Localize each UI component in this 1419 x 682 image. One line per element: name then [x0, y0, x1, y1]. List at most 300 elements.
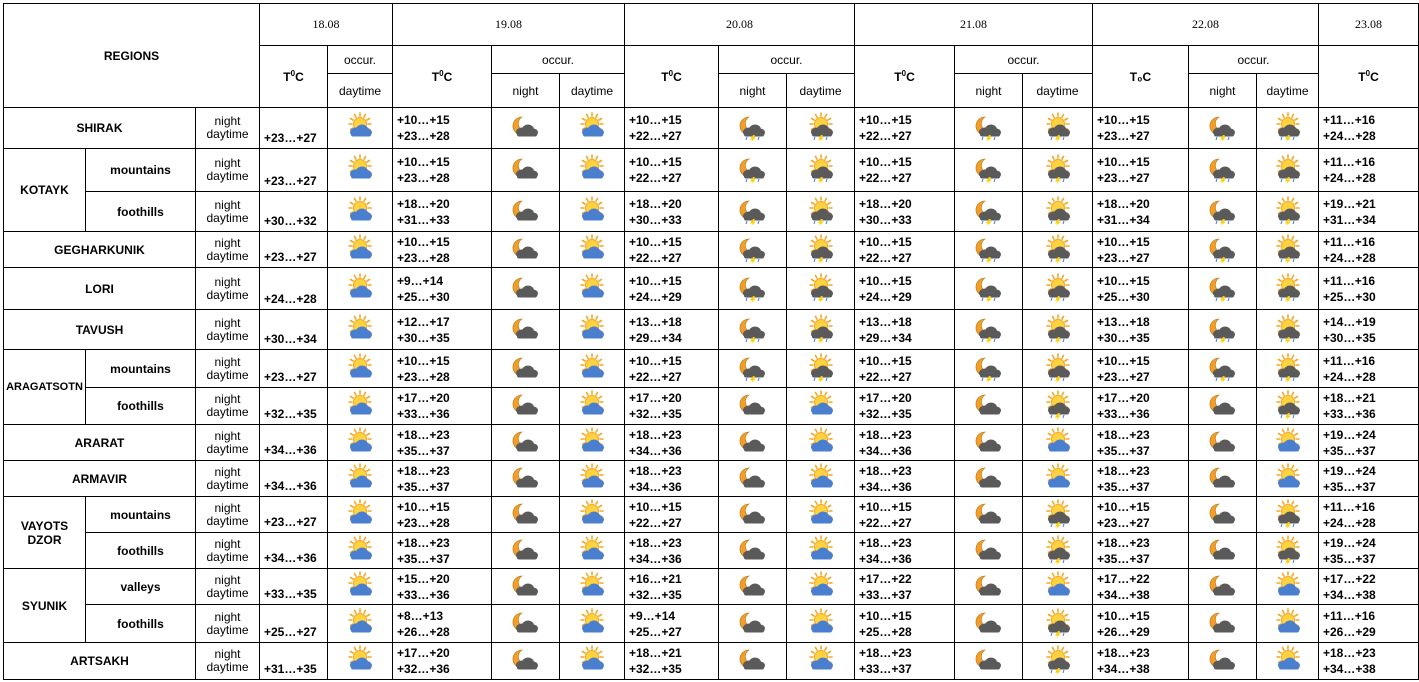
day-temp: +30…+33 — [859, 212, 912, 227]
temp-cell — [393, 569, 492, 605]
sun-storm-icon — [787, 156, 854, 184]
temp-cell — [1319, 533, 1419, 569]
temp-cell — [625, 149, 719, 192]
weather-icon-cell — [1023, 605, 1093, 643]
day-temp: +22…+27 — [859, 250, 912, 265]
sun-cloud-icon — [787, 647, 854, 675]
temp-cell — [1093, 310, 1189, 350]
weather-icon-cell — [1189, 192, 1257, 232]
weather-icon-cell — [492, 192, 560, 232]
temp-cell — [1093, 232, 1189, 268]
day-temp: +34…+38 — [1323, 587, 1376, 602]
weather-icon-cell — [328, 533, 393, 569]
day-temp: +35…+37 — [1323, 443, 1376, 458]
temp-cell — [393, 388, 492, 425]
night-temp: +13…+18 — [1097, 314, 1150, 329]
night-temp: +10…+15 — [629, 273, 682, 288]
weather-icon-cell — [492, 497, 560, 533]
weather-icon-cell — [955, 605, 1023, 643]
temp-cell — [393, 605, 492, 643]
temp-cell — [1093, 149, 1189, 192]
day-temp: +24…+28 — [1323, 129, 1376, 143]
night-daytime-label: night daytime — [196, 149, 260, 192]
weather-icon-cell — [1257, 425, 1319, 461]
temp-cell — [855, 268, 955, 310]
night-temp: +19…+21 — [1323, 196, 1376, 211]
day-temp: +33…+36 — [1097, 407, 1150, 421]
region-name: ARTSAKH — [4, 643, 196, 680]
weather-icon-cell — [1189, 533, 1257, 569]
weather-icon-cell — [560, 569, 625, 605]
temp-cell — [393, 533, 492, 569]
table-row — [4, 605, 1419, 643]
region-name: LORI — [4, 268, 196, 310]
weather-icon-cell — [492, 268, 560, 310]
weather-icon-cell — [328, 569, 393, 605]
weather-icon-cell — [1257, 388, 1319, 425]
weather-icon-cell — [328, 388, 393, 425]
weather-icon-cell — [1257, 268, 1319, 310]
night-daytime-label: night daytime — [196, 533, 260, 569]
moon-cloud-icon — [955, 465, 1022, 493]
moon-cloud-icon — [492, 156, 559, 184]
sun-cloud-icon — [328, 501, 392, 529]
night-temp: +11…+16 — [1323, 113, 1376, 127]
weather-icon-cell — [955, 310, 1023, 350]
weather-icon-cell — [328, 310, 393, 350]
temp-cell — [855, 461, 955, 497]
temp-cell — [1093, 192, 1189, 232]
region-name: TAVUSH — [4, 310, 196, 350]
temp-cell — [1093, 605, 1189, 643]
weather-icon-cell — [955, 108, 1023, 149]
weather-icon-cell — [492, 350, 560, 388]
weather-icon-cell — [560, 461, 625, 497]
night-temp: +10…+15 — [859, 273, 912, 288]
night-temp: +18…+23 — [397, 535, 450, 550]
sun-cloud-icon — [787, 465, 854, 493]
day-temp: +26…+28 — [397, 624, 450, 639]
moon-cloud-icon — [492, 275, 559, 303]
subregion-name: foothills — [86, 388, 196, 425]
temp-cell: +23…+27 — [260, 350, 328, 388]
weather-icon-cell — [955, 533, 1023, 569]
moon-cloud-icon — [1189, 537, 1256, 565]
weather-icon-cell — [1257, 108, 1319, 149]
weather-icon-cell — [719, 425, 787, 461]
moon-storm-icon — [955, 114, 1022, 142]
sun-cloud-icon — [560, 156, 624, 184]
sun-cloud-icon — [328, 316, 392, 344]
temp-cell: +34…+36 — [260, 461, 328, 497]
moon-storm-icon — [1189, 114, 1256, 142]
region-name: KOTAYK — [4, 149, 86, 232]
day-temp: +35…+37 — [397, 551, 450, 566]
weather-icon-cell — [492, 461, 560, 497]
night-temp: +15…+20 — [397, 571, 450, 586]
weather-icon-cell — [1257, 569, 1319, 605]
sun-storm-icon — [1023, 236, 1092, 264]
day-temp: +34…+36 — [629, 479, 682, 494]
occur-header: occur. — [955, 46, 1093, 74]
weather-icon-cell — [787, 533, 855, 569]
sun-cloud-icon — [560, 198, 624, 226]
weather-forecast-table — [3, 3, 1419, 680]
temp-cell — [1319, 232, 1419, 268]
subregion-name: foothills — [86, 533, 196, 569]
moon-storm-icon — [955, 355, 1022, 383]
temp-cell — [1319, 425, 1419, 461]
moon-cloud-icon — [492, 429, 559, 457]
daytime-header: daytime — [1257, 74, 1319, 108]
moon-cloud-icon — [955, 392, 1022, 420]
temp-cell: +30…+32 — [260, 192, 328, 232]
weather-icon-cell — [560, 605, 625, 643]
day-temp: +25…+27 — [629, 624, 682, 639]
region-name: SHIRAK — [4, 108, 196, 149]
weather-icon-cell — [719, 149, 787, 192]
moon-storm-icon — [955, 316, 1022, 344]
temp-cell — [625, 425, 719, 461]
day-temp: +29…+34 — [629, 330, 682, 345]
night-temp: +10…+15 — [1097, 273, 1150, 288]
night-header: night — [492, 74, 560, 108]
day-temp: +34…+36 — [859, 479, 912, 494]
night-temp: +10…+15 — [629, 499, 682, 514]
date-header: 23.08 — [1319, 4, 1419, 46]
weather-icon-cell — [1257, 605, 1319, 643]
weather-icon-cell — [787, 350, 855, 388]
night-temp: +18…+21 — [629, 646, 682, 660]
night-temp: +18…+23 — [397, 427, 450, 442]
night-temp: +18…+23 — [1097, 427, 1150, 442]
temp-cell — [1093, 569, 1189, 605]
moon-storm-icon — [955, 275, 1022, 303]
day-temp: +24…+28 — [1323, 250, 1376, 265]
weather-icon-cell — [328, 149, 393, 192]
night-header: night — [1189, 74, 1257, 108]
weather-icon-cell — [1023, 268, 1093, 310]
night-temp: +10…+15 — [629, 113, 682, 127]
temp-cell — [625, 310, 719, 350]
weather-icon-cell — [1023, 310, 1093, 350]
day-temp: +30…+35 — [1323, 330, 1376, 345]
moon-cloud-icon — [1189, 465, 1256, 493]
weather-icon-cell — [955, 388, 1023, 425]
sun-cloud-icon — [560, 647, 624, 675]
weather-icon-cell — [492, 232, 560, 268]
moon-cloud-icon — [955, 610, 1022, 638]
day-temp: +22…+27 — [629, 369, 682, 384]
night-temp: +10…+15 — [859, 113, 912, 127]
temp-cell — [1319, 605, 1419, 643]
region-name: ARARAT — [4, 425, 196, 461]
night-temp: +19…+24 — [1323, 535, 1376, 550]
region-name: ARAGATSOTN — [4, 350, 86, 425]
table-row — [4, 569, 1419, 605]
sun-storm-icon — [1257, 275, 1318, 303]
night-temp: +18…+20 — [1097, 196, 1150, 211]
moon-cloud-icon — [719, 465, 786, 493]
table-row — [4, 388, 1419, 425]
day-temp: +22…+27 — [859, 171, 912, 185]
day-temp: +26…+29 — [1323, 624, 1376, 639]
day-temp: +25…+28 — [859, 624, 912, 639]
night-temp: +18…+20 — [629, 196, 682, 211]
temp-cell: +32…+35 — [260, 388, 328, 425]
night-temp: +19…+24 — [1323, 427, 1376, 442]
temp-cell: +30…+34 — [260, 310, 328, 350]
temp-header: $T^0C$ — [625, 46, 719, 108]
temp-cell — [393, 461, 492, 497]
temp-cell — [1093, 497, 1189, 533]
night-temp: +9…+14 — [397, 273, 444, 288]
night-temp: +17…+20 — [397, 646, 450, 660]
table-row — [4, 425, 1419, 461]
weather-icon-cell — [492, 388, 560, 425]
weather-icon-cell — [955, 461, 1023, 497]
subregion-name: valleys — [86, 569, 196, 605]
moon-storm-icon — [719, 316, 786, 344]
weather-icon-cell — [955, 425, 1023, 461]
night-temp: +13…+18 — [629, 314, 682, 329]
night-temp: +10…+15 — [859, 155, 912, 169]
occur-header: occur. — [1189, 46, 1319, 74]
weather-icon-cell — [560, 268, 625, 310]
temp-cell — [1093, 533, 1189, 569]
temp-cell: +23…+27 — [260, 232, 328, 268]
night-temp: +17…+20 — [859, 391, 912, 405]
sun-cloud-icon — [560, 316, 624, 344]
weather-icon-cell — [328, 461, 393, 497]
moon-cloud-icon — [492, 610, 559, 638]
temp-cell — [1319, 310, 1419, 350]
daytime-header: daytime — [787, 74, 855, 108]
day-temp: +34…+38 — [1097, 587, 1150, 602]
weather-icon-cell — [955, 569, 1023, 605]
sun-storm-icon — [1257, 236, 1318, 264]
moon-cloud-icon — [492, 573, 559, 601]
temp-cell — [1093, 425, 1189, 461]
night-temp: +10…+15 — [1097, 499, 1150, 514]
weather-icon-cell — [1023, 569, 1093, 605]
day-temp: +33…+36 — [397, 407, 450, 421]
weather-icon-cell — [1023, 388, 1093, 425]
day-temp: +31…+34 — [1097, 212, 1150, 227]
weather-icon-cell — [787, 268, 855, 310]
night-temp: +13…+18 — [859, 314, 912, 329]
moon-storm-icon — [1189, 355, 1256, 383]
night-temp: +18…+23 — [1097, 463, 1150, 478]
day-temp: +23…+28 — [397, 171, 450, 185]
day-temp: +23…+28 — [397, 369, 450, 384]
weather-icon-cell — [1023, 149, 1093, 192]
sun-storm-icon — [1023, 355, 1092, 383]
day-temp: +34…+38 — [1097, 662, 1150, 676]
temp-cell: +25…+27 — [260, 605, 328, 643]
moon-storm-icon — [1189, 275, 1256, 303]
subregion-name: mountains — [86, 497, 196, 533]
moon-cloud-icon — [719, 501, 786, 529]
sun-cloud-icon — [328, 355, 392, 383]
night-temp: +18…+23 — [629, 463, 682, 478]
table-row — [4, 497, 1419, 533]
sun-cloud-icon — [1023, 573, 1092, 601]
day-temp: +35…+37 — [1097, 551, 1150, 566]
weather-icon-cell — [1189, 425, 1257, 461]
moon-storm-icon — [1189, 236, 1256, 264]
subregion-name: mountains — [86, 149, 196, 192]
night-temp: +18…+23 — [629, 535, 682, 550]
temp-cell — [1319, 192, 1419, 232]
weather-icon-cell — [719, 268, 787, 310]
weather-icon-cell — [1257, 461, 1319, 497]
table-row — [4, 350, 1419, 388]
night-temp: +11…+16 — [1323, 499, 1376, 514]
date-header: 22.08 — [1093, 4, 1319, 46]
temp-cell — [393, 192, 492, 232]
night-temp: +10…+15 — [397, 155, 450, 169]
sun-storm-icon — [1257, 198, 1318, 226]
weather-icon-cell — [560, 232, 625, 268]
day-temp: +34…+38 — [1323, 662, 1376, 676]
night-daytime-label: night daytime — [196, 425, 260, 461]
temp-cell — [855, 569, 955, 605]
weather-icon-cell — [787, 497, 855, 533]
sun-storm-icon — [1023, 610, 1092, 638]
night-temp: +12…+17 — [397, 314, 450, 329]
weather-icon-cell — [1023, 232, 1093, 268]
night-temp: +10…+15 — [859, 608, 912, 623]
temp-cell — [1093, 461, 1189, 497]
temp-header: $T^0C$ — [855, 46, 955, 108]
sun-cloud-icon — [787, 610, 854, 638]
weather-icon-cell — [787, 461, 855, 497]
weather-icon-cell — [955, 497, 1023, 533]
night-temp: +16…+21 — [629, 571, 682, 586]
night-daytime-label: night daytime — [196, 310, 260, 350]
night-header: night — [955, 74, 1023, 108]
day-temp: +32…+36 — [397, 662, 450, 676]
moon-cloud-icon — [1189, 647, 1256, 675]
weather-icon-cell — [1189, 569, 1257, 605]
weather-icon-cell — [955, 149, 1023, 192]
weather-icon-cell — [1189, 350, 1257, 388]
temp-cell — [393, 643, 492, 680]
night-header: night — [719, 74, 787, 108]
temp-cell — [855, 108, 955, 149]
day-temp: +35…+37 — [1323, 551, 1376, 566]
weather-icon-cell — [492, 310, 560, 350]
moon-cloud-icon — [719, 392, 786, 420]
night-daytime-label: night daytime — [196, 497, 260, 533]
day-temp: +30…+35 — [1097, 330, 1150, 345]
daytime-header: daytime — [560, 74, 625, 108]
sun-cloud-icon — [560, 236, 624, 264]
weather-icon-cell — [560, 497, 625, 533]
weather-icon-cell — [787, 108, 855, 149]
day-temp: +22…+27 — [629, 129, 682, 143]
night-temp: +11…+16 — [1323, 155, 1376, 169]
day-temp: +31…+34 — [1323, 212, 1376, 227]
weather-icon-cell — [328, 268, 393, 310]
temp-cell — [1319, 108, 1419, 149]
night-temp: +17…+22 — [859, 571, 912, 586]
sun-storm-icon — [1257, 156, 1318, 184]
temp-cell — [1093, 108, 1189, 149]
moon-cloud-icon — [1189, 429, 1256, 457]
moon-cloud-icon — [955, 537, 1022, 565]
temp-cell — [1319, 388, 1419, 425]
temp-cell — [1093, 643, 1189, 680]
night-temp: +10…+15 — [397, 234, 450, 249]
moon-cloud-icon — [1189, 573, 1256, 601]
sun-storm-icon — [787, 236, 854, 264]
table-row — [4, 192, 1419, 232]
temp-cell — [855, 350, 955, 388]
weather-icon-cell — [328, 643, 393, 680]
weather-icon-cell — [328, 232, 393, 268]
region-name: VAYOTS DZOR — [4, 497, 86, 569]
day-temp: +24…+28 — [1323, 369, 1376, 384]
sun-storm-icon — [1023, 156, 1092, 184]
sun-cloud-icon — [560, 114, 624, 142]
sun-storm-icon — [1023, 501, 1092, 529]
table-row — [4, 149, 1419, 192]
day-temp: +23…+28 — [397, 129, 450, 143]
temp-cell — [855, 310, 955, 350]
day-temp: +22…+27 — [629, 515, 682, 530]
temp-cell — [393, 497, 492, 533]
temp-cell — [393, 350, 492, 388]
moon-cloud-icon — [492, 236, 559, 264]
weather-icon-cell — [1257, 192, 1319, 232]
temp-cell — [1319, 149, 1419, 192]
sun-cloud-icon — [560, 429, 624, 457]
night-daytime-label: night daytime — [196, 268, 260, 310]
day-temp: +35…+37 — [1097, 443, 1150, 458]
night-temp: +11…+16 — [1323, 608, 1376, 623]
day-temp: +24…+28 — [1323, 171, 1376, 185]
sun-storm-icon — [787, 114, 854, 142]
sun-cloud-icon — [560, 537, 624, 565]
night-daytime-label: night daytime — [196, 605, 260, 643]
day-temp: +22…+27 — [859, 515, 912, 530]
day-temp: +34…+36 — [629, 551, 682, 566]
weather-icon-cell — [1257, 149, 1319, 192]
night-temp: +10…+15 — [859, 353, 912, 368]
night-temp: +11…+16 — [1323, 353, 1376, 368]
weather-icon-cell — [492, 425, 560, 461]
night-daytime-label: night daytime — [196, 569, 260, 605]
sun-cloud-icon — [560, 501, 624, 529]
moon-cloud-icon — [1189, 501, 1256, 529]
table-row — [4, 268, 1419, 310]
moon-storm-icon — [719, 275, 786, 303]
sun-cloud-icon — [1023, 465, 1092, 493]
weather-icon-cell — [492, 108, 560, 149]
day-temp: +22…+27 — [629, 171, 682, 185]
temp-cell — [625, 108, 719, 149]
temp-cell — [393, 149, 492, 192]
subregion-name: foothills — [86, 605, 196, 643]
temp-cell — [625, 533, 719, 569]
sun-cloud-icon — [328, 156, 392, 184]
sun-cloud-icon — [1257, 573, 1318, 601]
weather-icon-cell — [1189, 108, 1257, 149]
weather-icon-cell — [560, 310, 625, 350]
temp-cell — [625, 569, 719, 605]
